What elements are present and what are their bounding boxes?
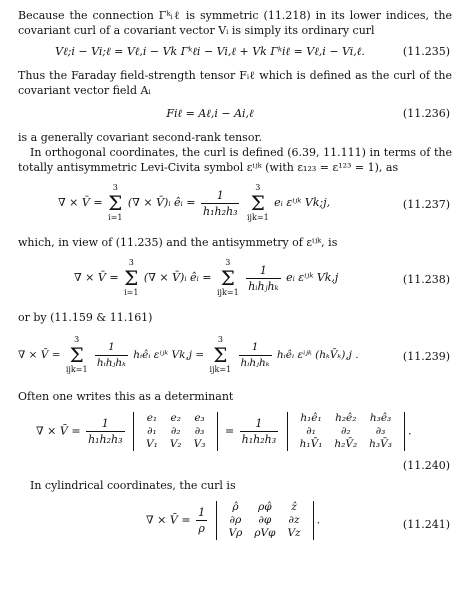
paragraph-1: Because the connection Γᵏᵢℓ is symmetric (11.218) in its lower indices, the covariant curl of a covariant vector Vᵢ is simply its ordinary curl — [18, 9, 452, 37]
eq-s1: (∇ × V̄)ᵢ êᵢ = — [143, 271, 212, 284]
sum-symbol: 3 Σ ijk=1 — [65, 335, 88, 374]
sum-symbol: 3 Σ i=1 — [108, 183, 123, 222]
equation-11-241: ∇ × V̄ = $\frac{1}{\rho}$ ρ̂ ρφ̂ ẑ ∂ρ ∂φ ∂z Vρ ρVφ Vz . (11.241) — [146, 501, 450, 539]
equation-11-238 — [18, 256, 452, 304]
eq-rhs: eᵢ εⁱʲᵏ Vk;j, — [274, 196, 331, 209]
sum-symbol: 3 Σ ijk=1 — [246, 183, 269, 222]
page-content — [18, 4, 452, 555]
equation-11-236 — [18, 106, 452, 130]
determinant-cylindrical: ρ̂ ρφ̂ ẑ ∂ρ ∂φ ∂z Vρ ρVφ Vz — [216, 501, 314, 540]
fraction: $\frac{1}{\rho}$ — [198, 506, 206, 535]
paragraph-3: is a generally covariant second-rank tensor. — [18, 131, 262, 144]
equation-body: Vℓ;i − Vi;ℓ = Vℓ,i − Vk Γᵏℓi − Vi,ℓ + Vk Γᵏiℓ = Vℓ,i − Vi,ℓ. — [55, 45, 365, 58]
equation-11-237 — [18, 181, 452, 229]
paragraph-8: In cylindrical coordinates, the curl is — [30, 479, 236, 492]
eq-lhs: ∇ × V̄ = — [36, 424, 81, 438]
sum-symbol: 3 Σ i=1 — [124, 258, 139, 297]
paragraph-2: Thus the Faraday field-strength tensor Fᵢℓ which is defined as the curl of the covariant vector field Aᵢ — [18, 69, 452, 97]
fraction: $\frac{1}{\text{hᵢhⱼhₖ}}$ — [240, 340, 270, 369]
equation-number: (11.240) — [402, 459, 450, 472]
equation-11-240: ∇ × V̄ = $\frac{1}{\text{h₁h₂h₃}}$ e₁ e₂ e₃ ∂₁ ∂₂ ∂₃ V₁ V₂ V₃ = $\frac{1}{\text{h₁h₂h₃}}$ h₁ê₁ h₂ê₂ h₃ê₃ ∂₁ ∂₂ ∂₃ h₁V̄₁ h₂V̄₂ h₃V̄₃ . (11.240) — [36, 412, 450, 472]
sum-symbol: 3 Σ ijk=1 — [209, 335, 232, 374]
eq-lhs: ∇ × V̄ = — [18, 349, 61, 361]
eq-s1: (∇ × V̄)ᵢ êᵢ = — [127, 196, 196, 209]
equation-11-239 — [18, 333, 452, 383]
fraction: $\frac{1}{\text{hᵢhⱼhₖ}}$ — [248, 263, 279, 293]
equation-number: (11.235) — [402, 45, 450, 58]
fraction: $\frac{1}{\text{h₁h₂h₃}}$ — [241, 417, 277, 446]
equation-number: (11.241) — [402, 518, 450, 531]
paragraph-5: which, in view of (11.235) and the antisymmetry of εⁱʲᵏ, is — [18, 236, 338, 249]
eq-lhs: ∇ × V̄ = — [58, 196, 103, 209]
determinant-unit: e₁ e₂ e₃ ∂₁ ∂₂ ∂₃ V₁ V₂ V₃ — [133, 412, 218, 451]
fraction: $\frac{1}{\text{h₁h₂h₃}}$ — [203, 188, 238, 218]
paragraph-4: In orthogonal coordinates, the curl is defined (6.39, 11.111) in terms of the totally antisymmetric Levi-Civita symbol εⁱʲᵏ (with ε₁₂₃ = ε¹²³ = 1), as — [18, 146, 452, 174]
fraction: $\frac{1}{\text{h₁h₂h₃}}$ — [88, 417, 123, 446]
eq-lhs: ∇ × V̄ = — [146, 513, 191, 527]
equation-11-235 — [18, 44, 452, 68]
paragraph-7: Often one writes this as a determinant — [18, 390, 234, 403]
equation-number: (11.239) — [402, 350, 450, 363]
determinant-scaled: h₁ê₁ h₂ê₂ h₃ê₃ ∂₁ ∂₂ ∂₃ h₁V̄₁ h₂V̄₂ h₃V̄₃ — [287, 412, 405, 451]
eq-mid: hᵢêᵢ εⁱʲᵏ Vk,j = — [133, 349, 205, 361]
equation-number: (11.237) — [402, 198, 450, 211]
fraction: $\frac{1}{\text{hᵢhⱼhₖ}}$ — [96, 340, 126, 369]
eq-rhs: hᵢêᵢ εⁱʲᵏ (hₖV̄ₖ),j . — [276, 349, 359, 361]
eq-lhs: ∇ × V̄ = — [74, 271, 119, 284]
equation-body: Fiℓ = Aℓ,i − Ai,ℓ — [166, 107, 254, 120]
paragraph-6: or by (11.159 & 11.161) — [18, 311, 153, 324]
equation-number: (11.236) — [402, 107, 450, 120]
eq-rhs: eᵢ εⁱʲᵏ Vk,j — [286, 271, 339, 284]
sum-symbol: 3 Σ ijk=1 — [217, 258, 239, 297]
equation-number: (11.238) — [402, 273, 450, 286]
